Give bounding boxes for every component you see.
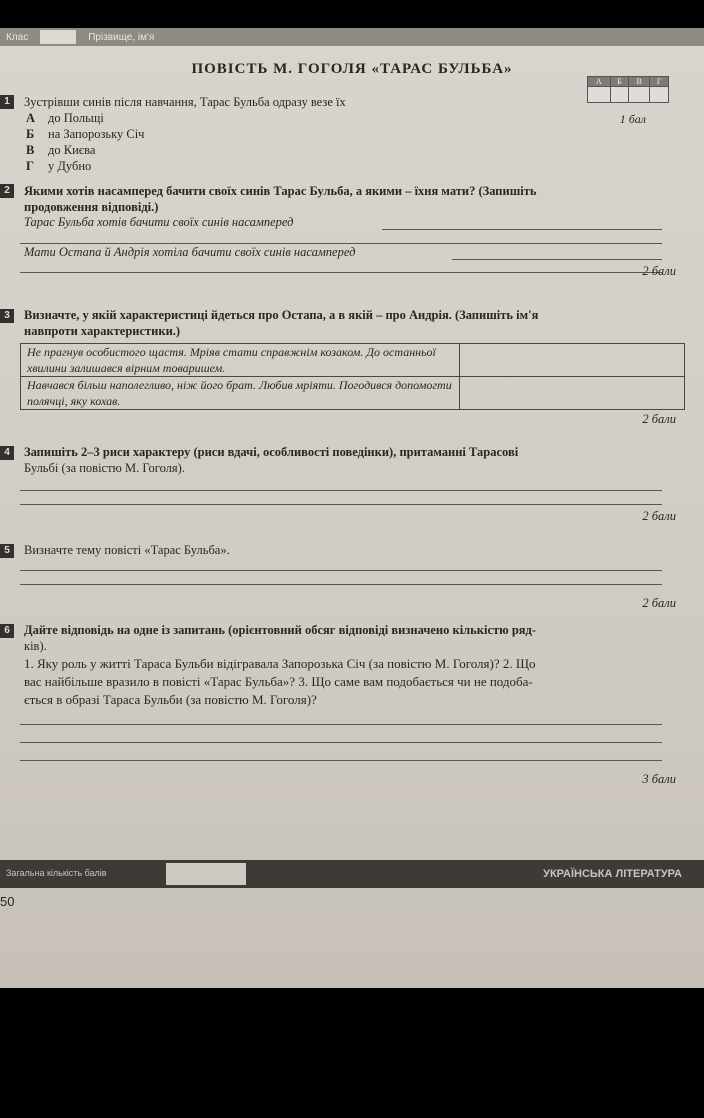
- q4-number: 4: [0, 446, 14, 460]
- grid-cell-a[interactable]: [588, 87, 611, 103]
- q6-answer-line1[interactable]: [20, 724, 662, 725]
- q5-number: 5: [0, 544, 14, 558]
- q2-answer-line4[interactable]: [20, 272, 662, 273]
- name-label: Прізвище, ім'я: [88, 31, 155, 43]
- q2-points: 2 бали: [642, 264, 676, 278]
- q6-sub-line2: вас найбільше вразило в повісті «Тарас Бульба»? 3. Що саме вам подобається чи не подоба-: [24, 674, 533, 689]
- q3-name-cell-2[interactable]: [460, 377, 685, 410]
- q1-text: Зустрівши синів після навчання, Тарас Бульба одразу везе їх: [24, 95, 346, 109]
- q2-text-line2: продовження відповіді.): [24, 200, 159, 214]
- grid-letter-b: Б: [610, 77, 629, 87]
- q5-points: 2 бали: [642, 596, 676, 610]
- total-points-label: Загальна кількість балів: [6, 868, 107, 878]
- q3-text-line2: навпроти характеристики.): [24, 324, 181, 338]
- grid-cell-b[interactable]: [610, 87, 629, 103]
- worksheet-page: [0, 28, 704, 988]
- q6-answer-line2[interactable]: [20, 742, 662, 743]
- footer-bar: [0, 860, 704, 888]
- q1-option-g[interactable]: Г у Дубно: [26, 159, 92, 173]
- q3-name-cell-1[interactable]: [460, 344, 685, 377]
- q4-answer-line2[interactable]: [20, 504, 662, 505]
- q5-text: Визначте тему повісті «Тарас Бульба».: [24, 543, 230, 557]
- q3-characteristics-table: [20, 343, 685, 410]
- q4-answer-line1[interactable]: [20, 490, 662, 491]
- page-number: 50: [0, 894, 15, 909]
- q2-text-line1: Якими хотів насамперед бачити своїх синів Тарас Бульба, а якими – їхня мати? (Запишіть: [24, 184, 537, 198]
- q3-text-line1: Визначте, у якій характеристиці йдеться про Остапа, а в якій – про Андрія. (Запишіть ім'я: [24, 308, 539, 322]
- page-title: ПОВІСТЬ М. ГОГОЛЯ «ТАРАС БУЛЬБА»: [191, 61, 513, 77]
- q6-sub-line3: ється в образі Тараса Бульби (за повістю М. Гоголя)?: [24, 692, 317, 707]
- grid-cell-v[interactable]: [629, 87, 650, 103]
- table-row: [21, 344, 685, 377]
- q4-text-line1: Запишіть 2–3 риси характеру (риси вдачі, особливості поведінки), притаманні Тарасові: [24, 445, 519, 459]
- q6-sub-line1: 1. Яку роль у житті Тараса Бульби відігравала Запорозька Січ (за повістю М. Гоголя)? 2. Що: [24, 656, 536, 671]
- q3-characteristic-2: Навчався більш наполегливо, ніж його брат. Любив мріяти. Погодився допомогти полячці, яку кохав.: [21, 377, 460, 410]
- q1-option-a[interactable]: А до Польщі: [26, 111, 104, 125]
- q5-answer-line1[interactable]: [20, 570, 662, 571]
- subject-label: УКРАЇНСЬКА ЛІТЕРАТУРА: [543, 868, 682, 880]
- q4-points: 2 бали: [642, 509, 676, 523]
- grid-letter-a: А: [588, 77, 611, 87]
- header-bar: [0, 28, 704, 46]
- q6-points: 3 бали: [642, 772, 676, 786]
- q2-prompt2: Мати Остапа й Андрія хотіла бачити своїх синів насамперед: [24, 245, 356, 259]
- class-field[interactable]: [40, 30, 76, 44]
- q4-text-line2: Бульбі (за повістю М. Гоголя).: [24, 461, 185, 475]
- q3-number: 3: [0, 309, 14, 323]
- q6-answer-line3[interactable]: [20, 760, 662, 761]
- grid-letter-g: Г: [650, 77, 669, 87]
- grid-cell-g[interactable]: [650, 87, 669, 103]
- q2-answer-line1[interactable]: [382, 229, 662, 230]
- q1-points: 1 бал: [619, 112, 646, 126]
- q2-answer-line2[interactable]: [20, 243, 662, 244]
- q2-answer-line3[interactable]: [452, 259, 662, 260]
- q2-number: 2: [0, 184, 14, 198]
- q1-number: 1: [0, 95, 14, 109]
- q5-answer-line2[interactable]: [20, 584, 662, 585]
- grid-letter-v: В: [629, 77, 650, 87]
- q1-option-v[interactable]: В до Києва: [26, 143, 96, 157]
- answer-grid: [587, 76, 669, 103]
- q6-text-line2: ків).: [24, 639, 47, 653]
- q6-text-line1: Дайте відповідь на одне із запитань (орієнтовний обсяг відповіді визначено кількістю ряд-: [24, 623, 537, 637]
- q3-points: 2 бали: [642, 412, 676, 426]
- total-points-field[interactable]: [166, 863, 246, 885]
- q1-option-b[interactable]: Б на Запорозьку Січ: [26, 127, 145, 141]
- table-row: [21, 377, 685, 410]
- q3-characteristic-1: Не прагнув особистого щастя. Мріяв стати справжнім козаком. До останньої хвилини залишався вірним товаришем.: [21, 344, 460, 377]
- class-label: Клас: [6, 31, 29, 43]
- q2-prompt1: Тарас Бульба хотів бачити своїх синів насамперед: [24, 215, 294, 229]
- q6-number: 6: [0, 624, 14, 638]
